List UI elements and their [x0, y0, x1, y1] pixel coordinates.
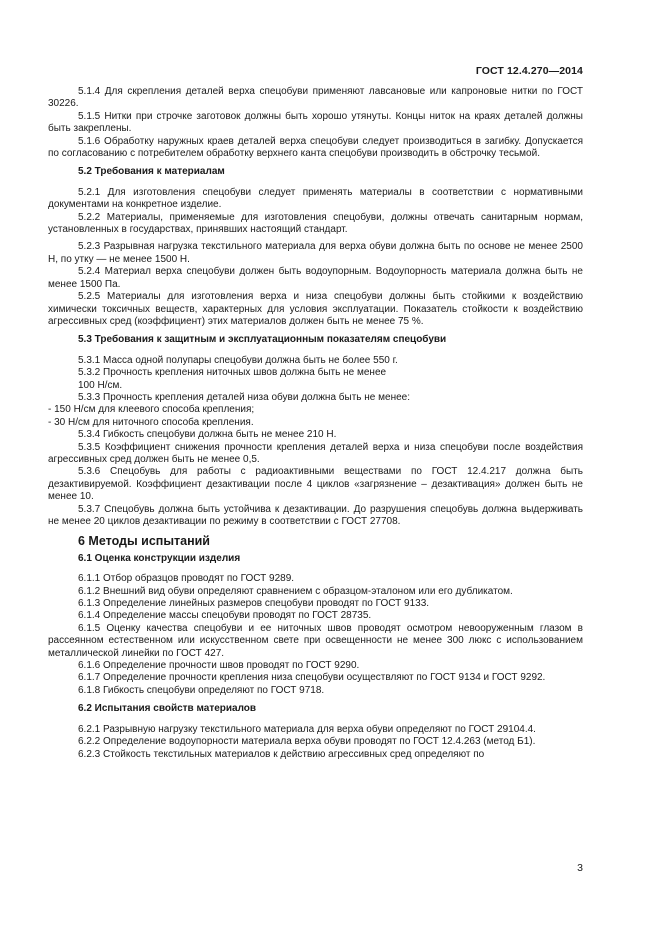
paragraph-6-2-1: 6.2.1 Разрывную нагрузку текстильного материала для верха обуви определяют по ГОСТ 29104.4. [78, 723, 536, 735]
section-5-2-title: 5.2 Требования к материалам [78, 166, 225, 178]
standard-header: ГОСТ 12.4.270—2014 [475, 65, 583, 77]
section-6-2-title: 6.2 Испытания свойств материалов [78, 703, 257, 715]
paragraph-5-2-3: 5.2.3 Разрывная нагрузка текстильного материала для верха обуви должна быть по основе не менее 2500 Н, по утку — не менее 1500 Н. [48, 241, 583, 265]
paragraph-5-3-2: 5.3.2 Прочность крепления ниточных швов должна быть не менее [78, 367, 387, 379]
paragraph-5-1-5: 5.1.5 Нитки при строчке заготовок должны быть хорошо утянуты. Концы ниток на краях деталей должны быть закреплены. [48, 110, 583, 135]
paragraph-5-3-7: 5.3.7 Спецобувь должна быть устойчива к дезактивации. До разрушения спецобувь должна выдерживать не менее 20 циклов дезактивации по режиму в соответствии с ГОСТ 27708. [48, 503, 583, 527]
paragraph-6-1-7: 6.1.7 Определение прочности крепления низа спецобуви осуществляют по ГОСТ 9134 и ГОСТ 9292. [78, 672, 546, 684]
paragraph-5-1-6: 5.1.6 Обработку наружных краев деталей верха спецобуви следует производиться в загибку. Допускается по согласованию с потребителем обработку верхнего канта спецобуви производить в обстрочку тесьмой. [48, 135, 583, 160]
paragraph-6-1-2: 6.1.2 Внешний вид обуви определяют сравнением с образцом-эталоном или его дубликатом. [78, 585, 513, 597]
list-item: - 30 Н/см для ниточного способа крепления. [48, 416, 254, 428]
paragraph-5-3-6: 5.3.6 Спецобувь для работы с радиоактивными веществами по ГОСТ 12.4.217 должна быть дезактивируемой. Коэффициент дезактивации после 4 циклов «загрязнение – дезактивация» должен быть не менее 10. [48, 466, 583, 503]
paragraph-6-1-6: 6.1.6 Определение прочности швов проводят по ГОСТ 9290. [78, 660, 360, 672]
paragraph-6-1-5: 6.1.5 Оценку качества спецобуви и ее ниточных швов проводят осмотром невооруженным глазом в рассеянном естественном или искусственном свете при освещенности не менее 300 люкс с использованием металлической линейки по ГОСТ 427. [48, 622, 583, 659]
paragraph-6-1-4: 6.1.4 Определение массы спецобуви проводят по ГОСТ 28735. [78, 610, 372, 622]
paragraph-5-3-5: 5.3.5 Коэффициент снижения прочности крепления деталей верха и низа спецобуви после воздействия агрессивных сред должен быть не менее 0,5. [48, 441, 583, 465]
page-content [48, 86, 583, 761]
paragraph-5-3-2-value: 100 Н/см. [78, 379, 123, 391]
paragraph-5-2-1: 5.2.1 Для изготовления спецобуви следует применять материалы в соответствии с нормативными документами на конкретное изделие. [48, 186, 583, 211]
paragraph-6-1-3: 6.1.3 Определение линейных размеров спецобуви проводят по ГОСТ 9133. [78, 598, 430, 610]
section-5-3-title: 5.3 Требования к защитным и эксплуатационным показателям спецобуви [78, 334, 447, 346]
paragraph-5-3-1: 5.3.1 Масса одной полупары спецобуви должна быть не более 550 г. [78, 354, 398, 366]
paragraph-5-3-4: 5.3.4 Гибкость спецобуви должна быть не менее 210 Н. [78, 429, 337, 441]
paragraph-6-2-3: 6.2.3 Стойкость текстильных материалов к действию агрессивных сред определяют по [78, 748, 485, 760]
paragraph-5-3-3: 5.3.3 Прочность крепления деталей низа обуви должна быть не менее: [78, 391, 410, 403]
section-6-1-title: 6.1 Оценка конструкции изделия [78, 552, 241, 564]
list-item: - 150 Н/см для клеевого способа крепления; [48, 404, 255, 416]
paragraph-6-1-8: 6.1.8 Гибкость спецобуви определяют по ГОСТ 9718. [78, 684, 325, 696]
paragraph-6-1-1: 6.1.1 Отбор образцов проводят по ГОСТ 9289. [78, 573, 295, 585]
section-6-title: 6 Методы испытаний [78, 534, 210, 549]
paragraph-5-2-5: 5.2.5 Материалы для изготовления верха и низа спецобуви должны быть стойкими к воздействию химически токсичных веществ, характерных для условия эксплуатации. Показатель стойкости к воздействию агрессивных сред (коэффициент) этих материалов должен быть не менее 75 %. [48, 291, 583, 327]
paragraph-5-2-4: 5.2.4 Материал верха спецобуви должен быть водоупорным. Водоупорность материала должна быть не менее 1500 Па. [48, 266, 583, 290]
page-number: 3 [577, 862, 583, 874]
paragraph-6-2-2: 6.2.2 Определение водоупорности материала верха обуви проводят по ГОСТ 12.4.263 (метод Б1). [78, 736, 536, 748]
paragraph-5-1-4: 5.1.4 Для скрепления деталей верха спецобуви применяют лавсановые или капроновые нитки по ГОСТ 30226. [48, 86, 583, 110]
paragraph-5-2-2: 5.2.2 Материалы, применяемые для изготовления спецобуви, должны отвечать санитарным нормам, установленных в государствах, принявших настоящий стандарт. [48, 211, 583, 236]
